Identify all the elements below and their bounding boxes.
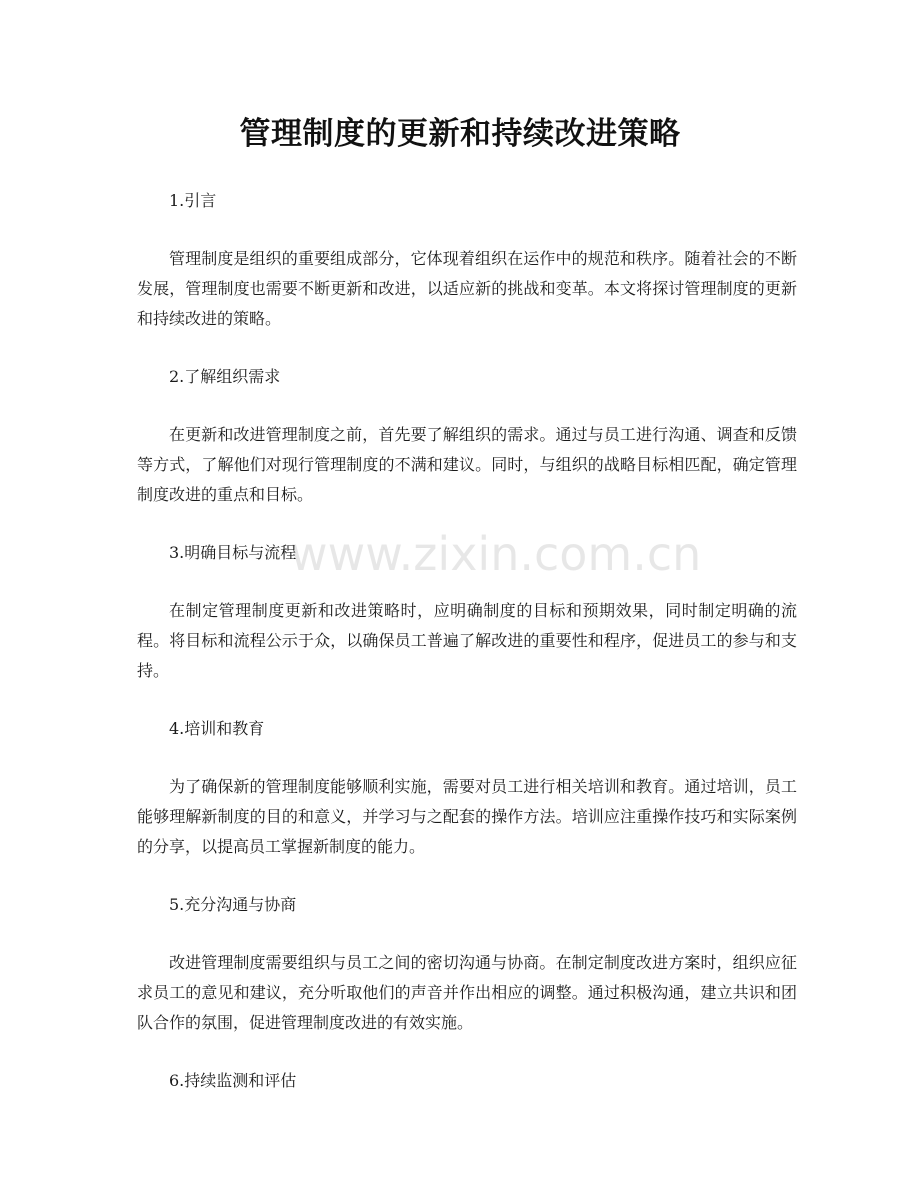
section-paragraph-5: 改进管理制度需要组织与员工之间的密切沟通与协商。在制定制度改进方案时，组织应征求员工的意见和建议，充分听取他们的声音并作出相应的调整。通过积极沟通，建立共识和团队合作的氛围，促进管理制度改进的有效实施。 xyxy=(137,953,797,1032)
section-paragraph-3: 在制定管理制度更新和改进策略时，应明确制度的目标和预期效果，同时制定明确的流程。将目标和流程公示于众，以确保员工普遍了解改进的重要性和程序，促进员工的参与和支持。 xyxy=(137,601,797,680)
section-paragraph-1: 管理制度是组织的重要组成部分，它体现着组织在运作中的规范和秩序。随着社会的不断发展，管理制度也需要不断更新和改进，以适应新的挑战和变革。本文将探讨管理制度的更新和持续改进的策略。 xyxy=(137,249,797,328)
section-paragraph-2: 在更新和改进管理制度之前，首先要了解组织的需求。通过与员工进行沟通、调查和反馈等方式，了解他们对现行管理制度的不满和建议。同时，与组织的战略目标相匹配，确定管理制度改进的重点和目标。 xyxy=(137,425,797,504)
section-heading-6: 6.持续监测和评估 xyxy=(169,1071,297,1090)
document-title: 管理制度的更新和持续改进策略 xyxy=(239,116,681,152)
section-heading-4: 4.培训和教育 xyxy=(169,719,265,738)
section-heading-2: 2.了解组织需求 xyxy=(169,367,281,386)
document-body xyxy=(137,186,797,1096)
watermark-text: www.zixin.com.cn xyxy=(290,527,702,581)
section-paragraph-4: 为了确保新的管理制度能够顺利实施，需要对员工进行相关培训和教育。通过培训，员工能够理解新制度的目的和意义，并学习与之配套的操作方法。培训应注重操作技巧和实际案例的分享，以提高员工掌握新制度的能力。 xyxy=(137,777,797,856)
section-heading-5: 5.充分沟通与协商 xyxy=(169,895,297,914)
section-heading-3: 3.明确目标与流程 xyxy=(169,543,297,562)
section-heading-1: 1.引言 xyxy=(169,191,217,210)
